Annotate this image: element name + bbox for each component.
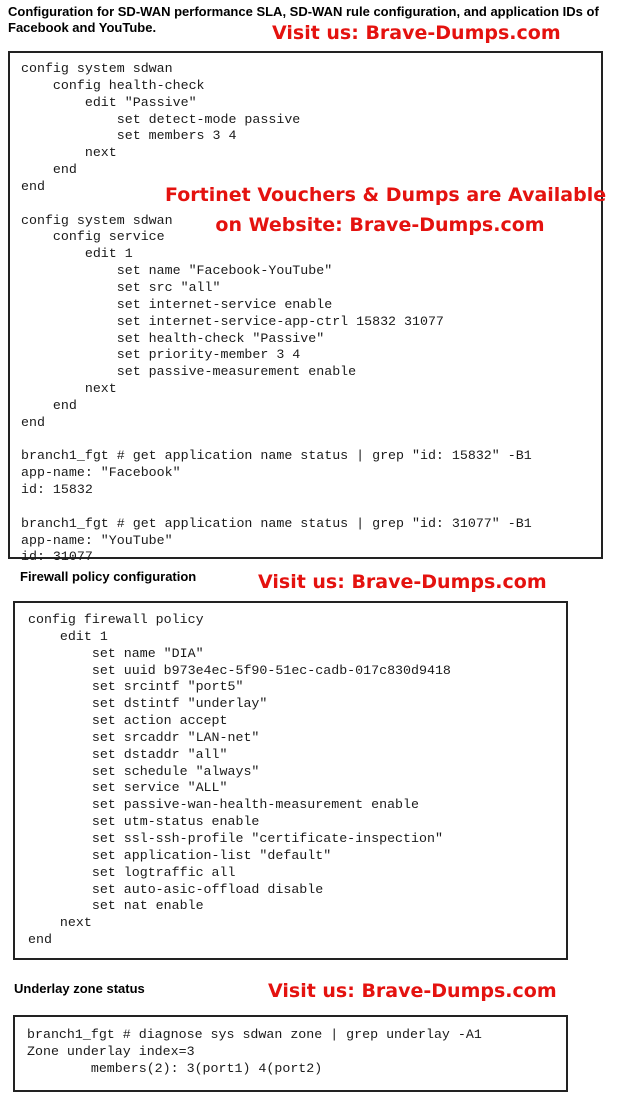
visit-watermark-underlay: Visit us: Brave-Dumps.com (268, 980, 557, 1002)
firewall-code-box (13, 601, 568, 960)
firewall-caption: Firewall policy configuration (20, 569, 197, 584)
sdwan-code-box (8, 51, 607, 565)
underlay-code: branch1_fgt # diagnose sys sdwan zone | grep underlay -A1 Zone underlay index=3 members(2): 3(port1) 4(port2) (27, 1027, 482, 1076)
sdwan-caption-line2: Facebook and YouTube. (8, 20, 157, 35)
vouchers-watermark-line1: Fortinet Vouchers & Dumps are Available (165, 184, 607, 206)
underlay-caption: Underlay zone status (14, 981, 145, 996)
visit-watermark-top: Visit us: Brave-Dumps.com (272, 22, 561, 44)
firewall-code: config firewall policy edit 1 set name "DIA" set uuid b973e4ec-5f90-51ec-cadb-017c830d9418 set srcintf "port5" set dstintf "underlay" set action accept set srcaddr "LAN-net" set dstaddr "all" set schedule "always" set service "ALL" set passive-wan-health-measurement enable set utm-status enable set ssl-ssh-profile "certificate-inspection" set application-list "default" set logtraffic all set auto-asic-offload disable set nat enable next end (28, 612, 451, 948)
sdwan-code: config system sdwan config health-check edit "Passive" set detect-mode passive set members 3 4 next end end config system sdwan config service edit 1 set name "Facebook-YouTube" set src "all" set internet-service enable set internet-service-app-ctrl 15832 31077 set health-check "Passive" set priority-member 3 4 set passive-measurement enable next end end branch1_fgt # get application name status | grep "id: 15832" -B1 app-name: "Facebook" id: 15832 branch1_fgt # get application name status | grep "id: 31077" -B1 app-name: "YouTube" id: 31077 (21, 61, 532, 565)
vouchers-watermark (165, 180, 607, 240)
underlay-code-box (13, 1015, 568, 1092)
vouchers-watermark-line2: on Website: Brave-Dumps.com (215, 214, 545, 236)
sdwan-caption-line1: Configuration for SD-WAN performance SLA, SD-WAN rule configuration, and application IDs of (8, 4, 599, 19)
visit-watermark-firewall: Visit us: Brave-Dumps.com (258, 571, 547, 593)
